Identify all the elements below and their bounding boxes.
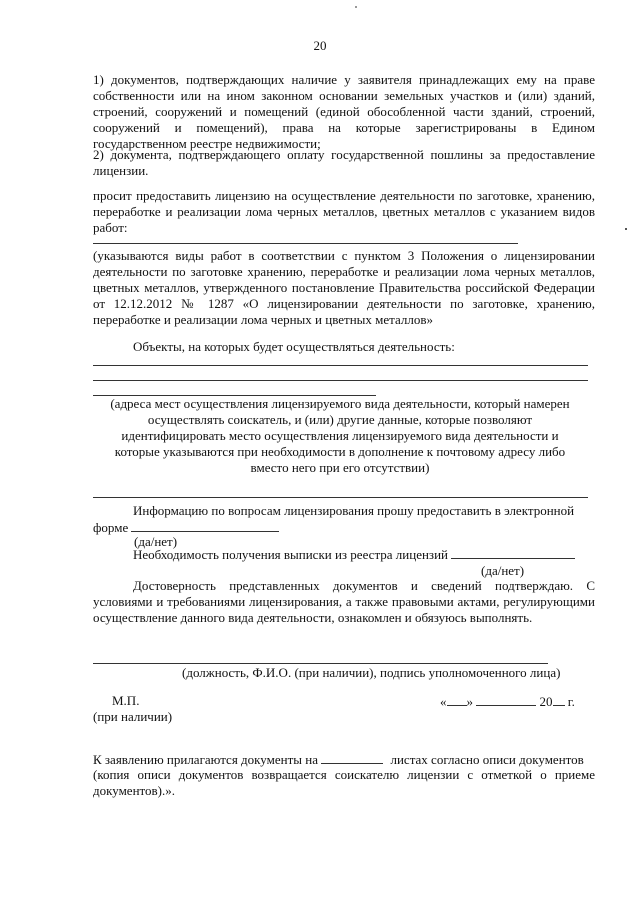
signature-line[interactable] — [93, 663, 548, 664]
date-day-field[interactable] — [447, 693, 467, 706]
objects-entry-line-2[interactable] — [93, 380, 588, 381]
date-year-suffix: г. — [567, 694, 575, 709]
date-year-prefix: 20 — [539, 694, 553, 709]
date-row — [440, 693, 575, 710]
stamp-label: М.П. — [112, 693, 140, 708]
address-note: (адреса мест осуществления лицензируемого вида деятельности, который намерен осуществлять соискатель, и (или) другие данные, которые позволяют идентифицировать место осуществления лицензируемого вида деятельности и которые указываются при необходимости в дополнение к почтовому адресу либо вместо него при его отсутствии) — [110, 396, 570, 475]
extra-entry-line[interactable] — [93, 497, 588, 498]
date-quote-open: « — [440, 694, 447, 709]
electronic-info-text: Информацию по вопросам лицензирования прошу предоставить в электронной — [133, 503, 575, 518]
form-answer-field[interactable] — [131, 519, 279, 532]
extract-answer-field[interactable] — [451, 546, 575, 559]
yes-no-hint-1: (да/нет) — [134, 534, 178, 549]
date-quote-close: » — [466, 694, 473, 709]
extract-label: Необходимость получения выписки из реестра лицензий — [133, 547, 448, 562]
date-year-field[interactable] — [553, 693, 565, 706]
date-month-field[interactable] — [476, 693, 536, 706]
objects-label: Объекты, на которых будет осуществляться деятельность: — [133, 339, 455, 354]
form-label: форме — [93, 520, 129, 535]
attach-sheets-field[interactable] — [321, 751, 383, 764]
extract-row — [133, 546, 593, 563]
stamp-note: (при наличии) — [93, 709, 173, 724]
signature-note: (должность, Ф.И.О. (при наличии), подпись уполномоченного лица) — [182, 665, 561, 680]
yes-no-hint-2: (да/нет) — [481, 563, 525, 578]
confirm-text: Достоверность представленных документов и сведений подтверждаю. С условиями и требованиями лицензирования, а также правовыми актами, регулирующими осуществление данного вида деятельности, ознакомлен и обязуюсь выполнять. — [93, 578, 595, 625]
works-note: (указываются виды работ в соответствии с пунктом 3 Положения о лицензировании деятельности по заготовке хранению, переработке и реализации лома черных металлов, цветных металлов, утвержденного постановление Правительства российской Федерации от 12.12.2012 № 1287 «О лицензировании деятельности по заготовке, хранению, переработке и реализации лома черных и цветных металлов» — [93, 248, 595, 327]
license-request-text: просит предоставить лицензию на осуществление деятельности по заготовке, хранению, переработке и реализации лома черных металлов, цветных металлов с указанием видов работ: — [93, 188, 595, 235]
works-entry-line[interactable] — [93, 243, 518, 244]
attach-suffix: листах согласно описи документов — [390, 752, 584, 767]
scan-mark — [355, 6, 357, 8]
scan-dot — [625, 228, 627, 230]
attach-row — [93, 751, 595, 768]
page-number: 20 — [313, 38, 327, 53]
attach-note: (копия описи документов возвращается соискателю лицензии с отметкой о приеме документов).». — [93, 767, 595, 798]
stamp-block — [93, 693, 183, 725]
objects-entry-line-1[interactable] — [93, 365, 588, 366]
list-item-2: 2) документа, подтверждающего оплату государственной пошлины за предоставление лицензии. — [93, 147, 595, 178]
attach-prefix: К заявлению прилагаются документы на — [93, 752, 318, 767]
list-item-1: 1) документов, подтверждающих наличие у заявителя принадлежащих ему на праве собственности или на ином законном основании земельных участков и (или) зданий, строений, сооружений и помещений (единой обособленной части зданий, строений, сооружений и помещений), права на которые зарегистрированы в Едином государственном реестре недвижимости; — [93, 72, 595, 151]
